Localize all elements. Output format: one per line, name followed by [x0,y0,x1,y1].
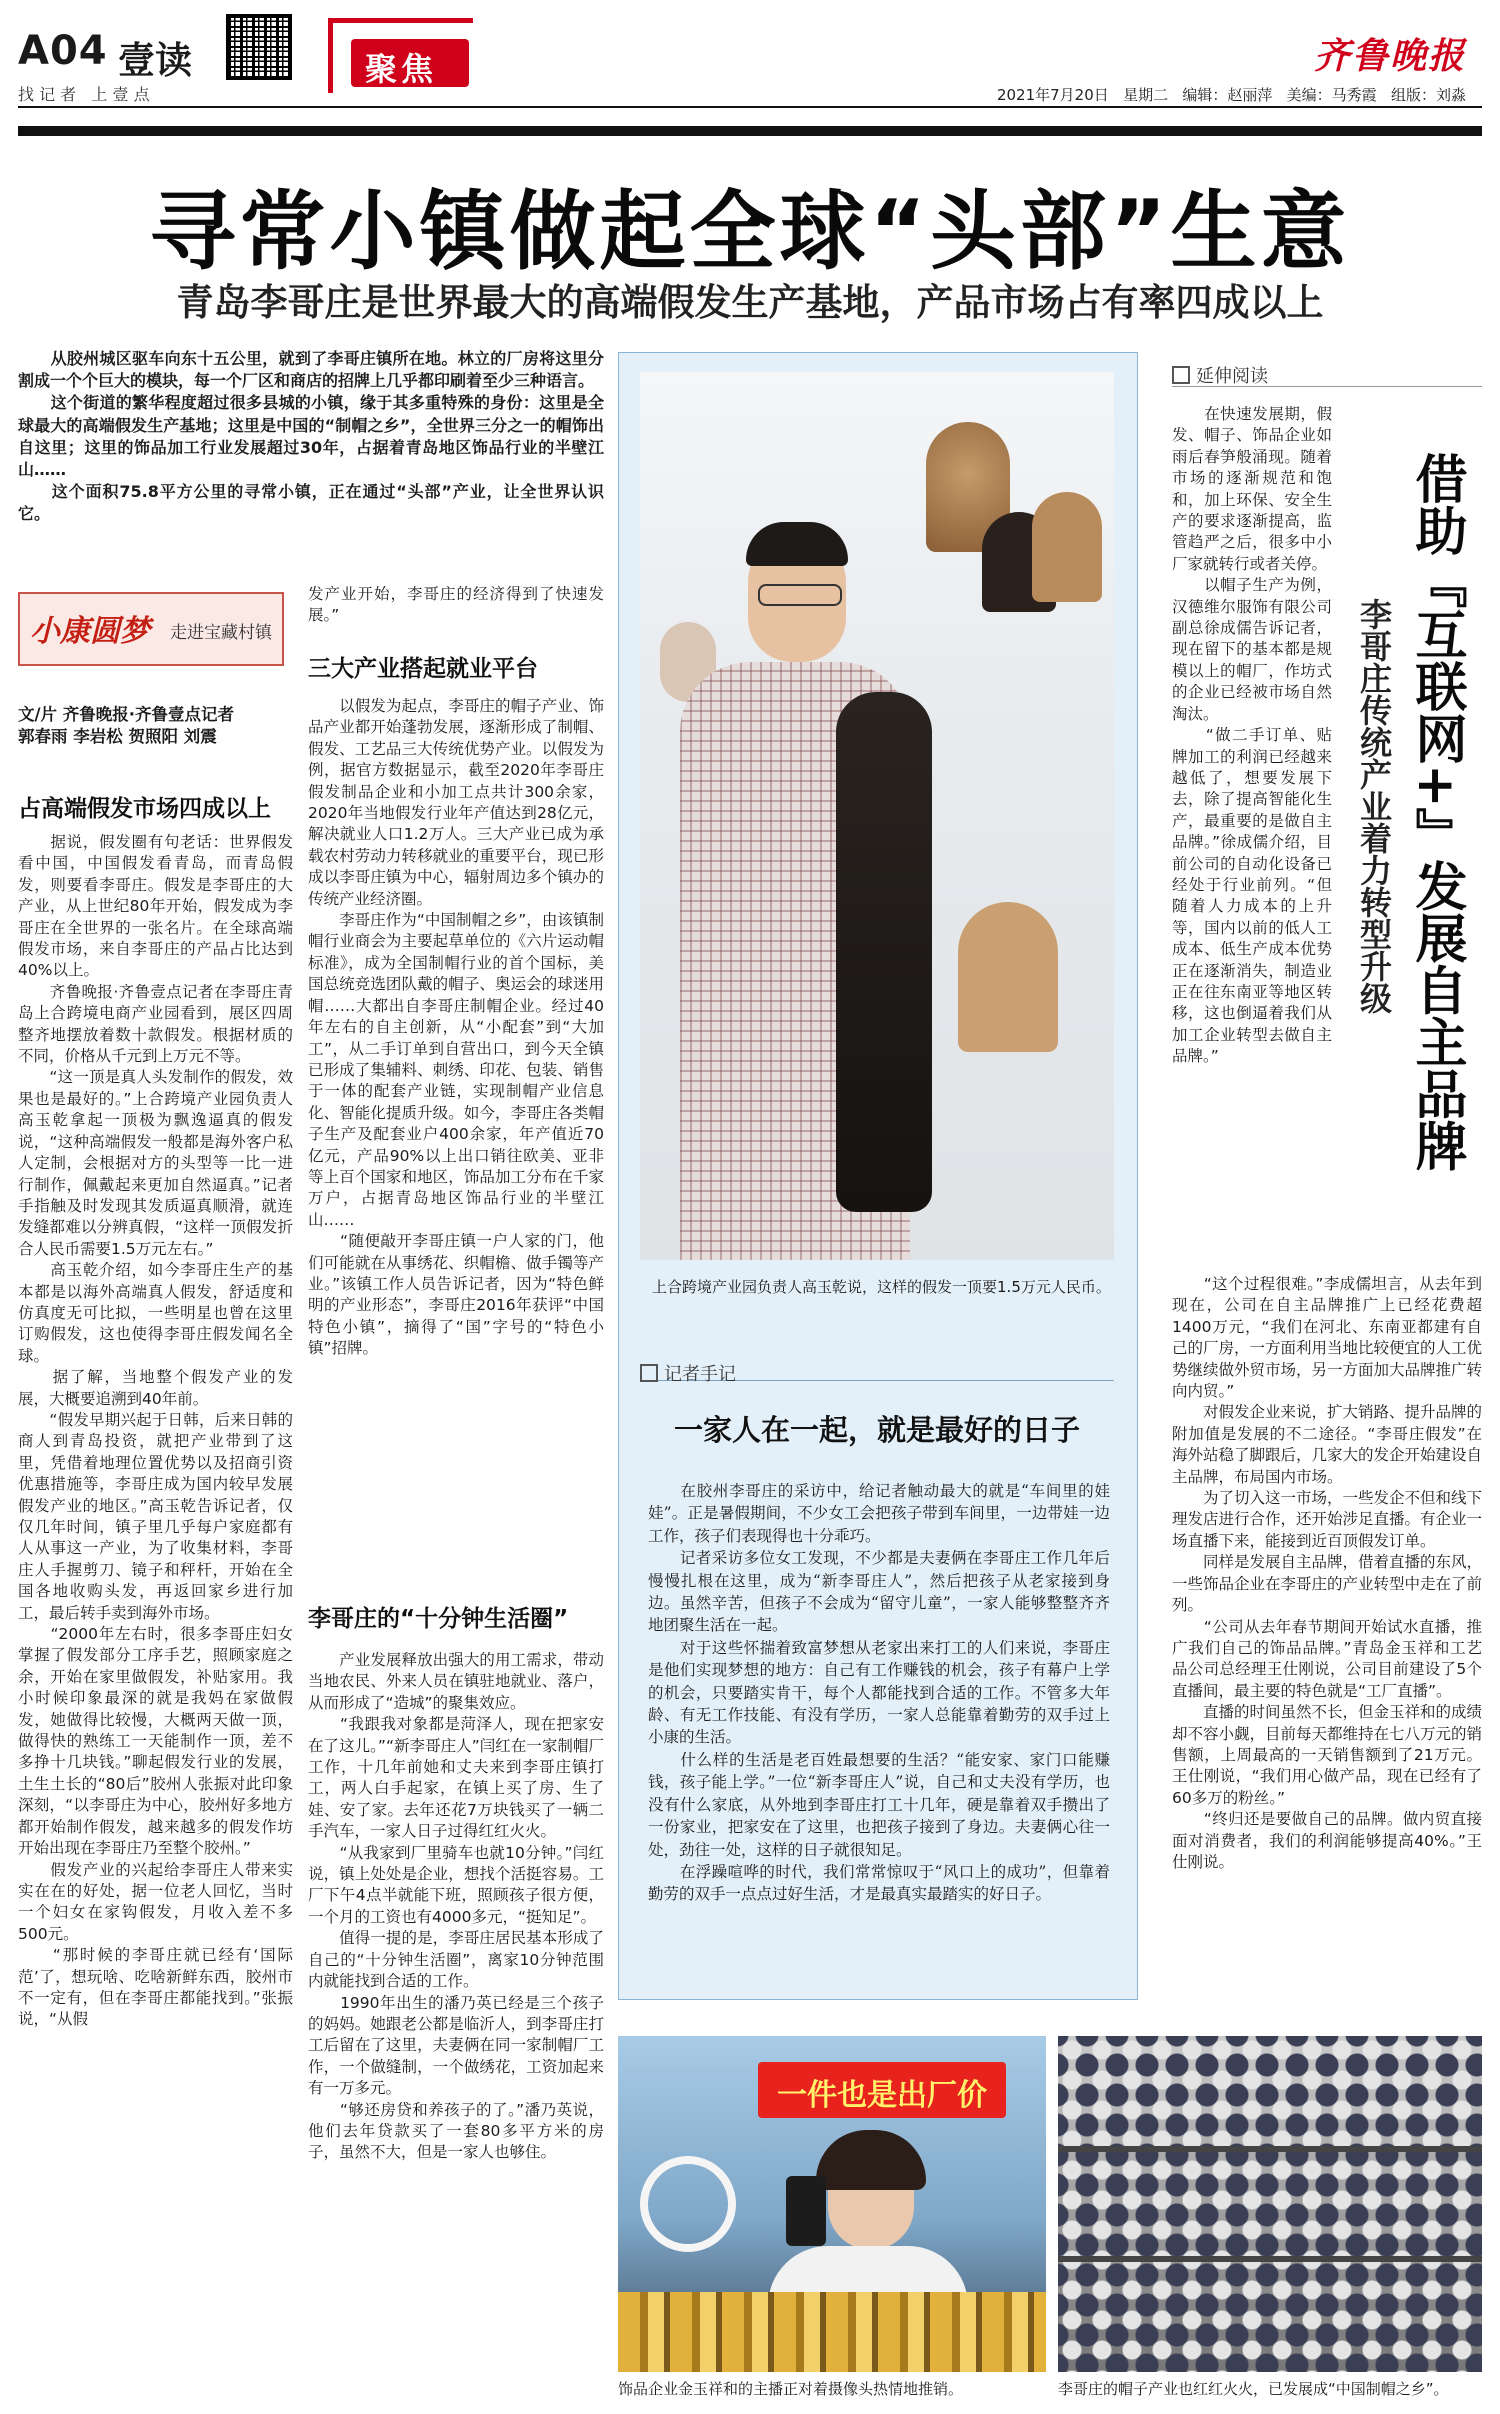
body-column-2c: 产业发展释放出强大的用工需求，带动当地农民、外来人员在镇驻地就业、落户，从而形成了“造城”的聚集效应。 “我跟我对象都是菏泽人，现在把家安在了这儿。”“新李哥庄人”闫红在一家制帽厂工作，十几年前她和丈夫来到李哥庄镇打工，两人白手起家，在镇上买了房、生了娃、安了家。去年还花7万块钱买了一辆二手汽车，一家人日子过得红红火火。 “从我家到厂里骑车也就10分钟。”闫红说，镇上处处是企业，想找个活挺容易。工厂下午4点半就能下班，照顾孩子很方便，一个月的工资也有4000多元，“挺知足”。 值得一提的是，李哥庄居民基本形成了自己的“十分钟生活圈”，离家10分钟范围内就能找到合适的工作。 1990年出生的潘乃英已经是三个孩子的妈妈。她跟老公都是临沂人，到李哥庄打工后留在了这里，夫妻俩在同一家制帽厂工作，一个做缝制，一个做绣花，工资加起来有一万多元。 “够还房贷和养孩子的了。”潘乃英说，他们去年贷款买了一套80多平方米的房子，虽然不大，但是一家人也够住。 [308,1651,604,2162]
extended-column-a: 在快速发展期，假发、帽子、饰品企业如雨后春笋般涌现。随着市场的逐渐规范和饱和，加上环保、安全生产的要求逐渐提高，监管趋严之后，很多中小厂家就转行或者关停。 以帽子生产为例，汉德维尔服饰有限公司副总徐成儒告诉记者，现在留下的基本都是规模以上的帽厂，作坊式的企业已经被市场自然淘汰。 “做二手订单、贴牌加工的利润已经越来越低了，想要发展下去，除了提高智能化生产，最重要的是做自主品牌。”徐成儒介绍，目前公司的自动化设备已经处于行业前列。“但随着人力成本的上升等，国内以前的低人工成本、低生产成本优势正在逐渐消失，制造业正在往东南亚等地区转移，这也倒逼着我们从加工企业转型去做自主品牌。” [1172,405,1332,1066]
extended-headline: 借助『互联网+』发展自主品牌 [1406,452,1466,1172]
person-hair-icon [746,522,848,566]
section-slogan: 找 记 者 上 壹 点 [18,85,150,104]
notebook-text: 在胶州李哥庄的采访中，给记者触动最大的就是“车间里的娃娃”。正是暑假期间，不少女工会把孩子带到车间里，一边带娃一边工作，孩子们表现得也十分乖巧。 记者采访多位女工发现，不少都是夫妻俩在李哥庄工作几年后慢慢扎根在这里，成为“新李哥庄人”，然后把孩子从老家接到身边。虽然辛苦，但孩子不会成为“留守儿童”，一家人能够整整齐齐地团聚生活在一起。 对于这些怀揣着致富梦想从老家出来打工的人们来说，李哥庄是他们实现梦想的地方：自己有工作赚钱的机会，孩子有幕户上学的机会，只要踏实肯干，每个人都能找到合适的工作。不管多大年龄、有无工作技能、有没有学历，一家人总能靠着勤劳的双手过上小康的生活。 什么样的生活是老百姓最想要的生活？“能安家、家门口能赚钱，孩子能上学。”一位“新李哥庄人”说，自己和丈夫没有学历，也没有什么家底，从外地到李哥庄打工十几年，硬是靠着双手攒出了一份家业，把家安在了这里，也把孩子接到了身边。夫妻俩心往一处，劲往一处，这样的日子就很知足。 在浮躁喧哗的时代，我们常常惊叹于“风口上的成功”，但靠着勤劳的双手一点点过好生活，才是最真实最踏实的好日子。 [648,1482,1110,1904]
livestream-banner [758,2062,1006,2118]
wig-display-icon [958,902,1058,1052]
caps-photo [1058,2036,1482,2372]
body-column-2a: 发产业开始，李哥庄的经济得到了快速发展。” [308,585,604,625]
extended-tag-label: 延伸阅读 [1196,366,1268,387]
livestream-photo-caption: 饰品企业金玉祥和的主播正对着摄像头热情地推销。 [618,2380,964,2398]
masthead-rule-thick [18,126,1482,136]
issue-info: 2021年7月20日 星期二 编辑：赵丽萍 美编：马秀霞 组版：刘淼 [996,86,1466,104]
section-name: 壹读 [118,39,192,82]
subhead-three-industries: 三大产业搭起就业平台 [308,656,538,682]
main-photo [640,372,1114,1260]
phone-icon [786,2176,826,2246]
headline: 寻常小镇做起全球“头部”生意 [149,182,1351,282]
caps-photo-caption: 李哥庄的帽子产业也红红火火，已发展成“中国制帽之乡”。 [1058,2380,1449,2398]
subheadline: 青岛李哥庄是世界最大的高端假发生产基地，产品市场占有率四成以上 [176,281,1324,324]
notebook-tag-icon [640,1364,658,1382]
extended-subheadline: 李哥庄传统产业着力转型升级 [1355,598,1393,1014]
lede-text: 从胶州城区驱车向东十五公里，就到了李哥庄镇所在地。林立的厂房将这里分割成一个个巨大的模块，每一个厂区和商店的招牌上几乎都印刷着至少三种语言。 这个街道的繁华程度超过很多县城的小镇，缘于其多重特殊的身份：这里是全球最大的高端假发生产基地；这里是中国的“制帽之乡”，全世界三分之一的帽饰出自这里；这里的饰品加工行业发展超过30年，占据着青岛地区饰品行业的半壁江山…… 这个面积75.8平方公里的寻常小镇，正在通过“头部”产业，让全世界认识它。 [18,349,604,524]
masthead-rule-thin [18,106,1482,108]
ring-light-icon [640,2156,736,2252]
cap-rack-icon [1058,2146,1482,2152]
glasses-icon [758,584,842,606]
wig-display-icon [1032,492,1102,602]
subhead-market-share: 占高端假发市场四成以上 [18,796,271,822]
presenter-hair-icon [816,2130,926,2190]
page-number: A04 [18,28,108,74]
cap-rack-icon [1058,2256,1482,2262]
long-hair-wig-icon [836,692,932,1212]
series-banner-script: 小康圆梦 [30,614,150,649]
byline: 文/片 齐鲁晚报·齐鲁壹点记者 郭春雨 李岩松 贺照阳 刘震 [18,705,235,746]
extended-tag [1172,362,1482,387]
extended-tag-icon [1172,366,1190,384]
series-banner [18,592,284,666]
series-banner-label: 走进宝藏村镇 [170,623,272,643]
extended-column-b: “这个过程很难。”李成儒坦言，从去年到现在，公司在自主品牌推广上已经花费超1400万元，“我们在河北、东南亚都建有自己的厂房，一方面利用当地比较便宜的人工优势继续做外贸市场，另一方面加大品牌推广转向内贸。” 对假发企业来说，扩大销路、提升品牌的附加值是发展的不二途径。“李哥庄假发”在海外站稳了脚跟后，几家大的发企开始建设自主品牌，布局国内市场。 为了切入这一市场，一些发企不但和线下理发店进行合作，还开始涉足直播。有企业一场直播下来，能接到近百顶假发订单。 同样是发展自主品牌，借着直播的东风，一些饰品企业在李哥庄的产业转型中走在了前列。 “公司从去年春节期间开始试水直播，推广我们自己的饰品品牌。”青岛金玉祥和工艺品公司总经理王仕刚说，公司目前建设了5个直播间，最主要的特色就是“工厂直播”。 直播的时间虽然不长，但金玉祥和的成绩却不容小觑，目前每天都维持在七八万元的销售额，上周最高的一天销售额到了21万元。王仕刚说，“我们用心做产品，现在已经有了60多万的粉丝。” “终归还是要做自己的品牌。做内贸直接面对消费者，我们的利润能够提高40%。”王仕刚说。 [1172,1275,1482,1871]
main-photo-caption: 上合跨境产业园负责人高玉乾说，这样的假发一顶要1.5万元人民币。 [652,1278,1111,1296]
subhead-ten-minute-life: 李哥庄的“十分钟生活圈” [308,1606,569,1632]
livestream-banner-text: 一件也是出厂价 [777,2078,987,2113]
column-tag [328,18,473,93]
livestream-photo [618,2036,1046,2372]
column-tag-label: 聚焦 [365,50,438,88]
notebook-tag-label: 记者手记 [664,1364,736,1385]
qr-code-icon [226,14,292,80]
body-column-1: 据说，假发圈有句老话：世界假发看中国，中国假发看青岛，而青岛假发，则要看李哥庄。假发是李哥庄的大产业，从上世纪80年开始，假发成为李哥庄在全世界的一张名片。在全球高端假发市场，来自李哥庄的产品占比达到40%以上。 齐鲁晚报·齐鲁壹点记者在李哥庄青岛上合跨境电商产业园看到，展区四周整齐地摆放着数十款假发。根据材质的不同，价格从千元到上万元不等。 “这一顶是真人头发制作的假发，效果也是最好的。”上合跨境产业园负责人高玉乾拿起一顶极为飘逸逼真的假发说，“这种高端假发一般都是海外客户私人定制，会根据对方的头型等一比一进行制作，佩戴起来更加自然逼真。”记者手指触及时发现其发质逼真顺滑，就连发缝都难以分辨真假，“这样一顶假发折合人民币需要1.5万元左右。” 高玉乾介绍，如今李哥庄生产的基本都是以海外高端真人假发，舒适度和仿真度无可比拟，一些明星也曾在这里订购假发，这也使得李哥庄假发闻名全球。 据了解，当地整个假发产业的发展，大概要追溯到40年前。 “假发早期兴起于日韩，后来日韩的商人到青岛投资，就把产业带到了这里，凭借着地理位置优势以及招商引资优惠措施等，李哥庄成为国内较早发展假发产业的地区。”高玉乾告诉记者，仅仅几年时间，镇子里几乎每户家庭都有人从事这一产业，为了收集材料，李哥庄人手握剪刀、镜子和秤杆，开始在全国各地收购头发，再返回家乡进行加工，最后转手卖到海外市场。 “2000年左右时，很多李哥庄妇女掌握了假发部分工序手艺，照顾家庭之余，开始在家里做假发，补贴家用。我小时候印象最深的就是我妈在家做假发，她做得比较慢，大概两天做一顶，做得快的熟练工一天能制作一顶，差不多挣十几块钱。”聊起假发行业的发展，土生土长的“80后”胶州人张振对此印象深刻，“以李哥庄为中心，胶州好多地方都开始制作假发，越来越多的假发作坊开始出现在李哥庄乃至整个胶州。” 假发产业的兴起给李哥庄人带来实实在在的好处，据一位老人回忆，当时一个妇女在家钩假发，月收入差不多500元。 “那时候的李哥庄就已经有‘国际范’了，想玩啥、吃啥新鲜东西，胶州市不一定有，但在李哥庄都能找到。”张振说，“从假 [18,833,293,2029]
product-display-icon [618,2292,1046,2372]
newspaper-logo: 齐鲁晚报 [1313,35,1466,77]
notebook-title: 一家人在一起，就是最好的日子 [673,1413,1080,1447]
notebook-tag [640,1360,1114,1385]
body-column-2b: 以假发为起点，李哥庄的帽子产业、饰品产业都开始蓬勃发展，逐渐形成了制帽、假发、工艺品三大传统优势产业。以假发为例，据官方数据显示，截至2020年李哥庄假发制品企业和小加工点共计300余家，2020年当地假发行业年产值达到28亿元，解决就业人口1.2万人。三大产业已成为承载农村劳动力转移就业的重要平台，现已形成以李哥庄镇为中心，辐射周边多个镇办的传统产业经济圈。 李哥庄作为“中国制帽之乡”，由该镇制帽行业商会为主要起草单位的《六片运动帽标准》，成为全国制帽行业的首个国标，美国总统竞选团队戴的帽子、奥运会的球迷用帽……大都出自李哥庄制帽企业。经过40年左右的自主创新，从“小配套”到“大加工”，从二手订单到自营出口，到今天全镇已形成了集辅料、刺绣、印花、包装、销售于一体的配套产业链，实现制帽产业信息化、智能化提质升级。如今，李哥庄各类帽子生产及配套业户400余家，年产值近70亿元，产品90%以上出口销往欧美、亚非等上百个国家和地区，饰品加工分布在千家万户，占据青岛地区饰品行业的半壁江山…… “随便敲开李哥庄镇一户人家的门，他们可能就在从事绣花、织帽檐、做手镯等产业。”该镇工作人员告诉记者，因为“特色鲜明的产业形态”，李哥庄2016年获评“中国特色小镇”，摘得了“国”字号的“特色小镇”招牌。 [308,697,604,1358]
